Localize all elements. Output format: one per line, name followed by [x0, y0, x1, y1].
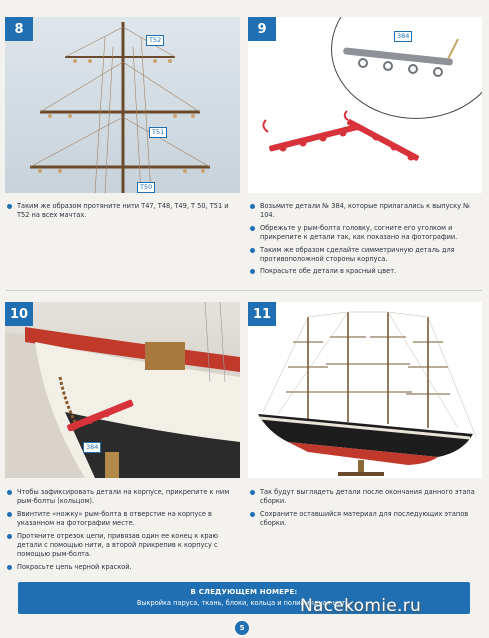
step-number: 11: [248, 302, 276, 326]
ship-model-illustration: [248, 302, 482, 478]
instruction-bullet: Таким же образом протяните нити Т47, Т48, Т49, Т 50, Т51 и Т52 на всех мачтах.: [7, 202, 237, 221]
hull-illustration: [5, 302, 240, 478]
instruction-bullet: Обрежьте у рым-болта головку, согните его уголком и прикрепите к детали так, как показано на фотографии.: [250, 224, 482, 243]
next-issue-title: В СЛЕДУЮЩЕМ НОМЕРЕ:: [190, 588, 298, 596]
step-8-text: [7, 202, 237, 224]
step-9-text: [250, 202, 482, 280]
instruction-bullet: Покрасьте цепь черной краской.: [7, 563, 237, 572]
watermark: Nacekomie.ru: [300, 596, 422, 616]
instruction-bullet: Протяните отрезок цепи, привязав один ее конец к краю детали с помощью нити, а второй прикрепив к корпусу с помощью рым-болта.: [7, 532, 237, 560]
step-number: 9: [248, 17, 276, 41]
step-10-text: [7, 488, 237, 575]
step-8-photo: [5, 17, 240, 193]
step-11-text: [250, 488, 482, 532]
step-9-photo: [248, 17, 482, 193]
mast-rigging-illustration: [5, 17, 240, 193]
instruction-bullet: Таким же образом сделайте симметричную деталь для противоположной стороны корпуса.: [250, 246, 482, 265]
instruction-bullet: Сохраните оставшийся материал для последующих этапов сборки.: [250, 510, 482, 529]
part-tag: 384: [83, 442, 101, 453]
step-number: 10: [5, 302, 33, 326]
part-tag: 384: [394, 31, 412, 42]
instruction-bullet: Так будут выглядеть детали после окончания данного этапа сборки.: [250, 488, 482, 507]
page-number: 5: [235, 621, 249, 635]
part-tag: T52: [146, 35, 164, 46]
part-tag: T50: [137, 182, 155, 193]
part-tag: T51: [149, 127, 167, 138]
step-number: 8: [5, 17, 33, 41]
instruction-bullet: Возьмите детали № 384, которые прилагались к выпуску № 104.: [250, 202, 482, 221]
section-divider: [6, 290, 482, 291]
step-10-photo: [5, 302, 240, 478]
step-11-photo: [248, 302, 482, 478]
instruction-bullet: Покрасьте обе детали в красный цвет.: [250, 267, 482, 276]
next-issue-text: Выкройка паруса, ткань, блоки, кольца и полиамидная нить.: [136, 599, 352, 607]
instruction-bullet: Чтобы зафиксировать детали на корпусе, прикрепите к ним рым-болты (кольцом).: [7, 488, 237, 507]
parts-illustration: [248, 17, 482, 193]
instruction-bullet: Ввинтите «ножку» рым-болта в отверстие на корпусе в указанном на фотографии месте.: [7, 510, 237, 529]
